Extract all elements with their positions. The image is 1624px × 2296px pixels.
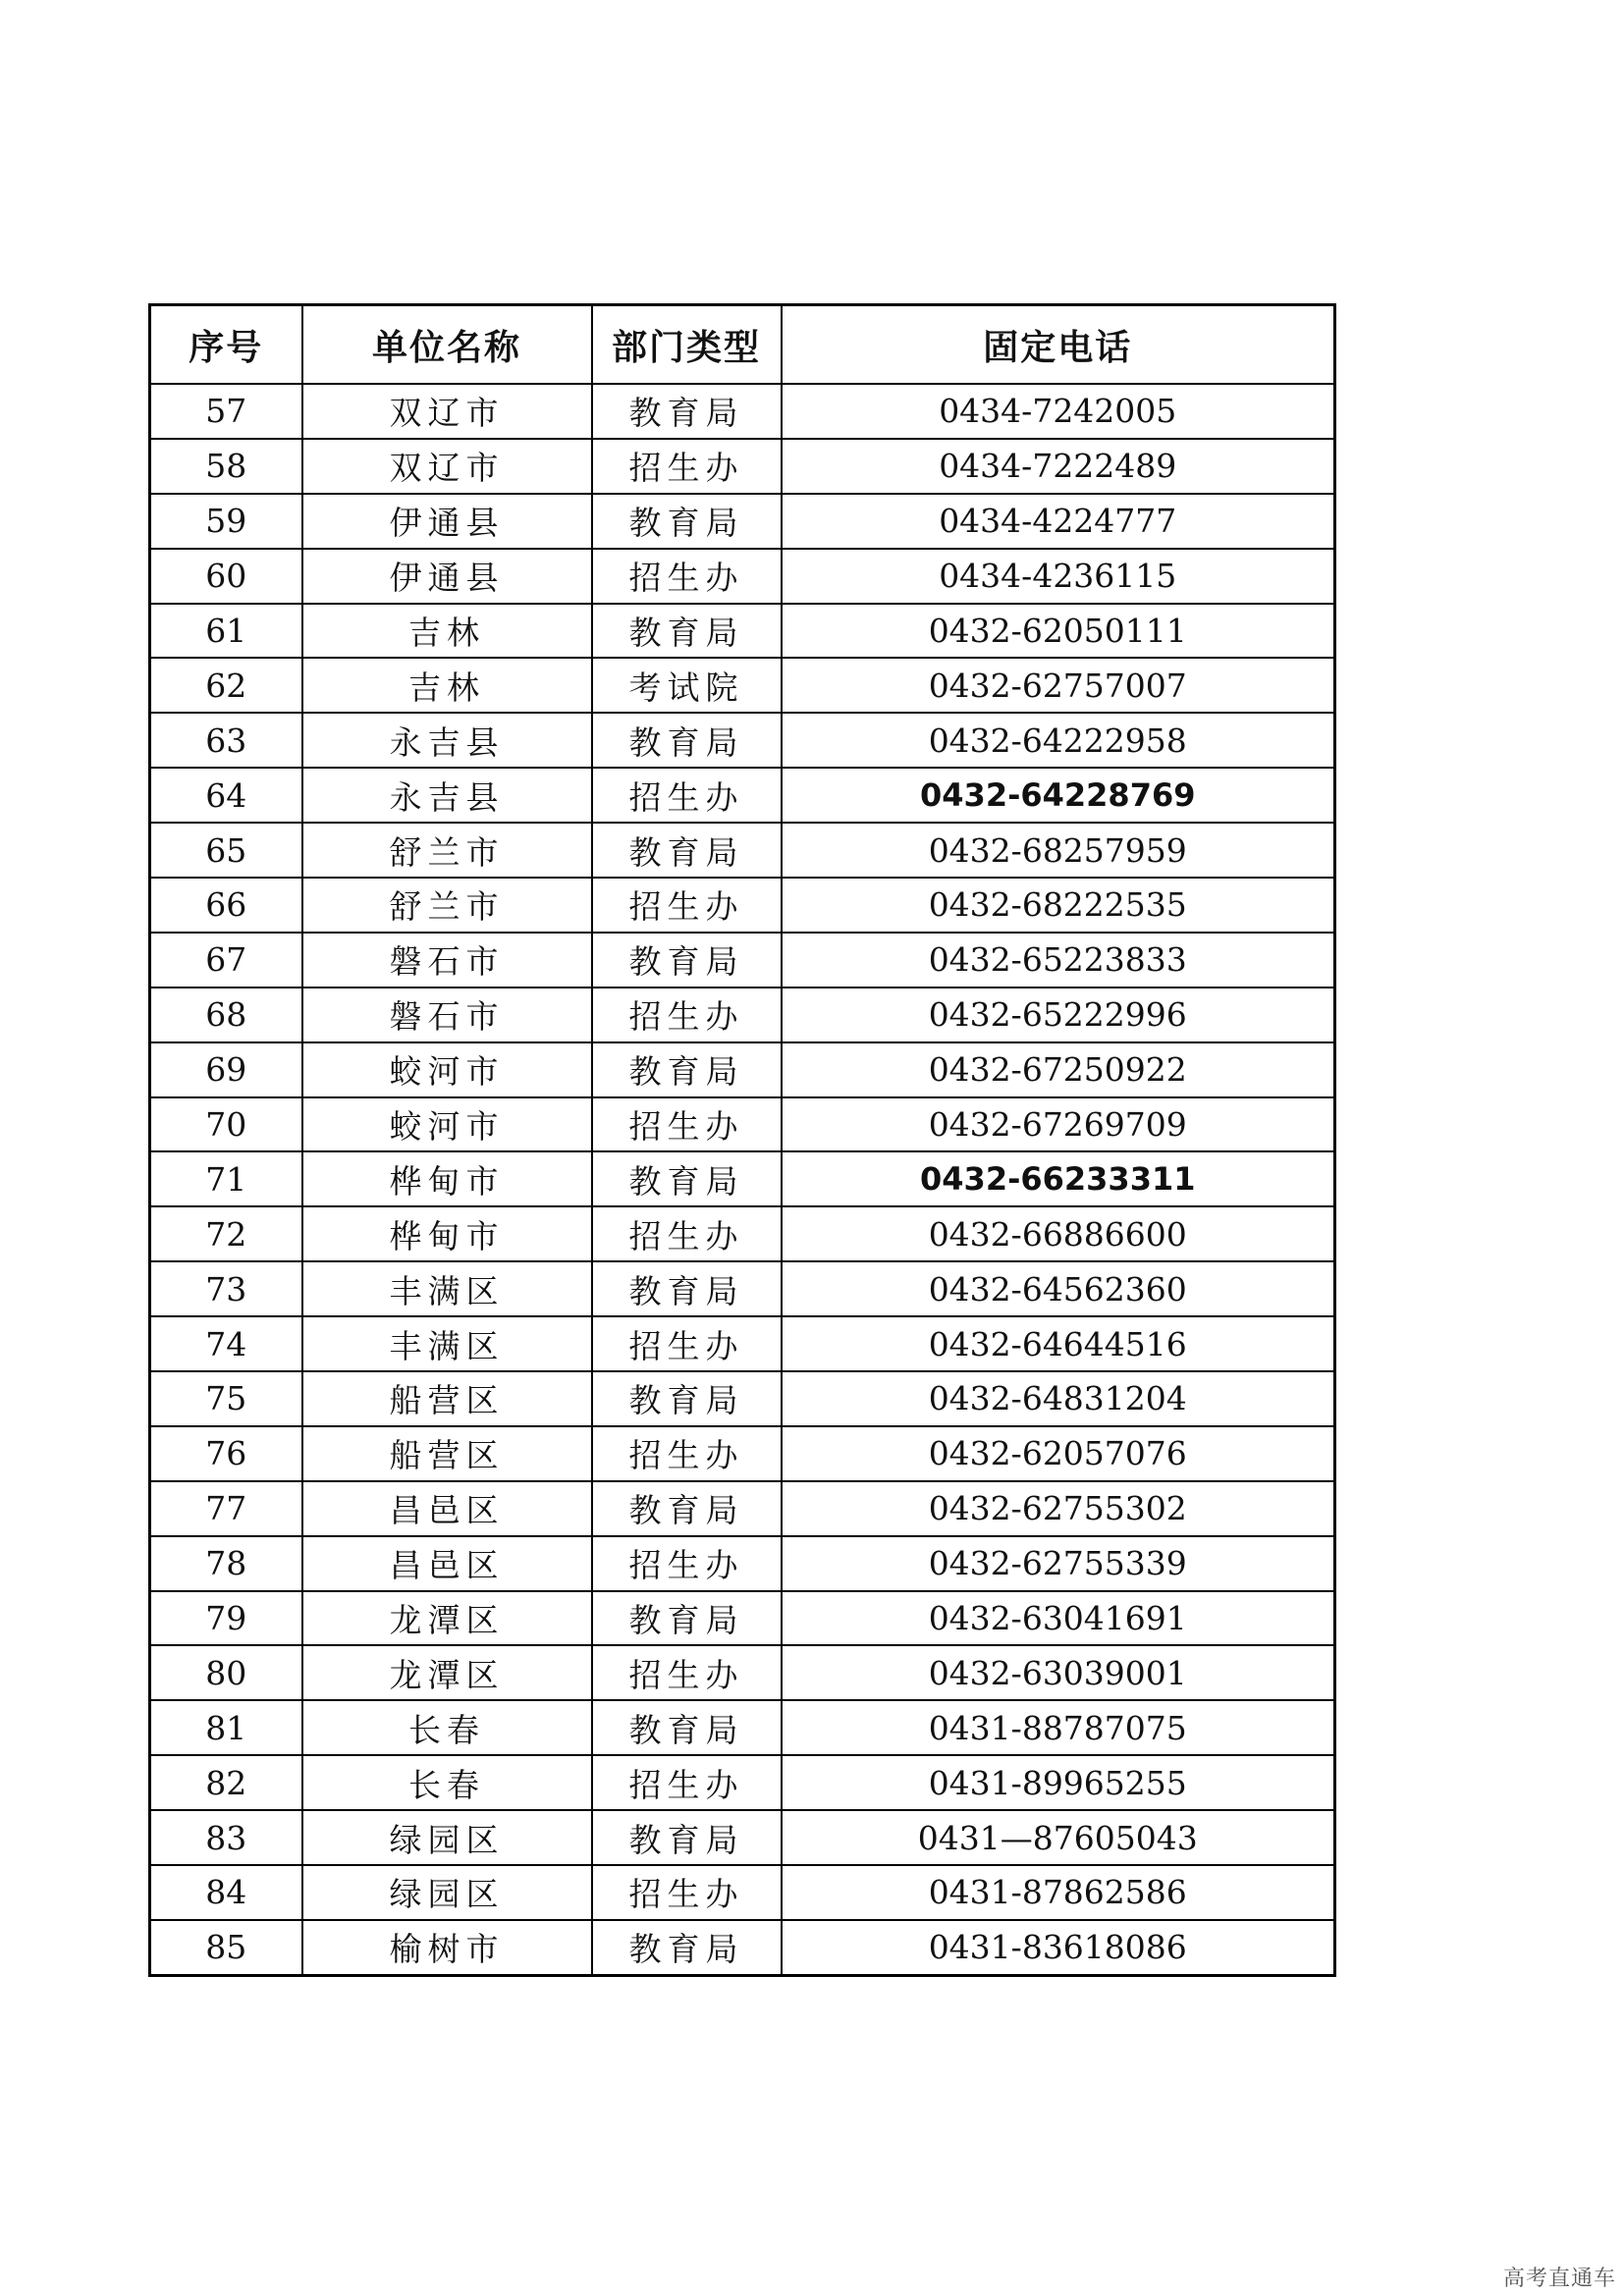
table-row xyxy=(150,1865,1335,1920)
cell-unit-name: 磐石市 xyxy=(302,933,592,988)
cell-phone: 0434-4236115 xyxy=(782,549,1335,604)
cell-unit-name: 长春 xyxy=(302,1755,592,1810)
cell-phone: 0432-64831204 xyxy=(782,1371,1335,1426)
header-type: 部门类型 xyxy=(592,305,782,385)
table-row xyxy=(150,1645,1335,1700)
cell-department-type: 招生办 xyxy=(592,988,782,1042)
cell-department-type: 招生办 xyxy=(592,1097,782,1152)
header-phone: 固定电话 xyxy=(782,305,1335,385)
cell-seq: 60 xyxy=(150,549,302,604)
cell-seq: 64 xyxy=(150,768,302,823)
table-row xyxy=(150,988,1335,1042)
cell-seq: 76 xyxy=(150,1426,302,1481)
cell-phone: 0432-63039001 xyxy=(782,1645,1335,1700)
cell-department-type: 教育局 xyxy=(592,1920,782,1975)
table-row xyxy=(150,933,1335,988)
table-body xyxy=(150,384,1335,1975)
cell-department-type: 教育局 xyxy=(592,1151,782,1206)
table-row xyxy=(150,768,1335,823)
cell-department-type: 招生办 xyxy=(592,1316,782,1371)
cell-department-type: 教育局 xyxy=(592,1700,782,1755)
table-row xyxy=(150,1700,1335,1755)
cell-phone: 0432-67269709 xyxy=(782,1097,1335,1152)
cell-seq: 62 xyxy=(150,658,302,713)
table-row xyxy=(150,658,1335,713)
cell-seq: 57 xyxy=(150,384,302,439)
cell-unit-name: 吉林 xyxy=(302,658,592,713)
cell-unit-name: 双辽市 xyxy=(302,384,592,439)
table-row xyxy=(150,1316,1335,1371)
cell-seq: 78 xyxy=(150,1536,302,1591)
cell-unit-name: 昌邑区 xyxy=(302,1536,592,1591)
cell-department-type: 招生办 xyxy=(592,439,782,494)
table-row xyxy=(150,1151,1335,1206)
cell-unit-name: 船营区 xyxy=(302,1371,592,1426)
cell-seq: 72 xyxy=(150,1206,302,1261)
cell-phone: 0434-7222489 xyxy=(782,439,1335,494)
cell-unit-name: 船营区 xyxy=(302,1426,592,1481)
cell-seq: 85 xyxy=(150,1920,302,1975)
cell-department-type: 招生办 xyxy=(592,1536,782,1591)
table-row xyxy=(150,1097,1335,1152)
cell-seq: 81 xyxy=(150,1700,302,1755)
watermark-text: 高考直通车 xyxy=(1502,2267,1616,2291)
table-row xyxy=(150,713,1335,768)
cell-department-type: 招生办 xyxy=(592,1865,782,1920)
cell-unit-name: 桦甸市 xyxy=(302,1206,592,1261)
cell-unit-name: 桦甸市 xyxy=(302,1151,592,1206)
cell-department-type: 招生办 xyxy=(592,1206,782,1261)
cell-phone: 0432-65222996 xyxy=(782,988,1335,1042)
table-row xyxy=(150,1481,1335,1536)
cell-seq: 61 xyxy=(150,604,302,659)
table-row xyxy=(150,1755,1335,1810)
cell-phone: 0432-67250922 xyxy=(782,1042,1335,1097)
cell-department-type: 教育局 xyxy=(592,604,782,659)
cell-department-type: 教育局 xyxy=(592,1042,782,1097)
cell-seq: 83 xyxy=(150,1810,302,1865)
table-row xyxy=(150,1591,1335,1646)
cell-unit-name: 绿园区 xyxy=(302,1810,592,1865)
table-row xyxy=(150,1920,1335,1975)
cell-department-type: 教育局 xyxy=(592,823,782,878)
table-row xyxy=(150,384,1335,439)
cell-unit-name: 长春 xyxy=(302,1700,592,1755)
cell-department-type: 教育局 xyxy=(592,384,782,439)
cell-phone: 0432-62755302 xyxy=(782,1481,1335,1536)
cell-seq: 70 xyxy=(150,1097,302,1152)
cell-phone: 0431-87862586 xyxy=(782,1865,1335,1920)
cell-unit-name: 磐石市 xyxy=(302,988,592,1042)
cell-seq: 74 xyxy=(150,1316,302,1371)
cell-phone: 0432-63041691 xyxy=(782,1591,1335,1646)
cell-seq: 80 xyxy=(150,1645,302,1700)
cell-unit-name: 龙潭区 xyxy=(302,1645,592,1700)
cell-seq: 67 xyxy=(150,933,302,988)
cell-unit-name: 丰满区 xyxy=(302,1316,592,1371)
table-row xyxy=(150,494,1335,549)
table-row xyxy=(150,604,1335,659)
cell-phone: 0432-64644516 xyxy=(782,1316,1335,1371)
cell-seq: 73 xyxy=(150,1261,302,1316)
cell-phone: 0432-65223833 xyxy=(782,933,1335,988)
cell-phone: 0431-83618086 xyxy=(782,1920,1335,1975)
cell-seq: 66 xyxy=(150,878,302,933)
cell-department-type: 教育局 xyxy=(592,1261,782,1316)
cell-seq: 77 xyxy=(150,1481,302,1536)
cell-seq: 84 xyxy=(150,1865,302,1920)
cell-unit-name: 永吉县 xyxy=(302,768,592,823)
cell-unit-name: 丰满区 xyxy=(302,1261,592,1316)
cell-unit-name: 舒兰市 xyxy=(302,878,592,933)
cell-department-type: 教育局 xyxy=(592,494,782,549)
cell-phone: 0432-68222535 xyxy=(782,878,1335,933)
cell-seq: 63 xyxy=(150,713,302,768)
table-row xyxy=(150,1371,1335,1426)
table-row xyxy=(150,549,1335,604)
cell-phone: 0432-64228769 xyxy=(782,768,1335,823)
cell-phone: 0431—87605043 xyxy=(782,1810,1335,1865)
table-row xyxy=(150,1206,1335,1261)
cell-seq: 79 xyxy=(150,1591,302,1646)
table-row xyxy=(150,439,1335,494)
contact-table xyxy=(148,303,1336,1977)
cell-department-type: 招生办 xyxy=(592,1426,782,1481)
cell-seq: 69 xyxy=(150,1042,302,1097)
cell-unit-name: 永吉县 xyxy=(302,713,592,768)
cell-seq: 58 xyxy=(150,439,302,494)
cell-department-type: 招生办 xyxy=(592,1645,782,1700)
cell-phone: 0432-66886600 xyxy=(782,1206,1335,1261)
cell-unit-name: 舒兰市 xyxy=(302,823,592,878)
table-row xyxy=(150,1810,1335,1865)
cell-unit-name: 伊通县 xyxy=(302,549,592,604)
cell-phone: 0432-68257959 xyxy=(782,823,1335,878)
header-name: 单位名称 xyxy=(302,305,592,385)
table-row xyxy=(150,1261,1335,1316)
cell-phone: 0432-66233311 xyxy=(782,1151,1335,1206)
cell-department-type: 招生办 xyxy=(592,878,782,933)
cell-phone: 0434-4224777 xyxy=(782,494,1335,549)
cell-phone: 0431-89965255 xyxy=(782,1755,1335,1810)
cell-unit-name: 龙潭区 xyxy=(302,1591,592,1646)
cell-department-type: 教育局 xyxy=(592,1481,782,1536)
cell-seq: 71 xyxy=(150,1151,302,1206)
table-row xyxy=(150,823,1335,878)
cell-department-type: 教育局 xyxy=(592,713,782,768)
cell-phone: 0434-7242005 xyxy=(782,384,1335,439)
table-row xyxy=(150,1042,1335,1097)
cell-seq: 68 xyxy=(150,988,302,1042)
cell-seq: 65 xyxy=(150,823,302,878)
table-header-row xyxy=(150,305,1335,385)
cell-unit-name: 昌邑区 xyxy=(302,1481,592,1536)
cell-department-type: 教育局 xyxy=(592,1810,782,1865)
cell-phone: 0432-62057076 xyxy=(782,1426,1335,1481)
header-seq: 序号 xyxy=(150,305,302,385)
cell-department-type: 教育局 xyxy=(592,933,782,988)
table-row xyxy=(150,878,1335,933)
cell-phone: 0432-64222958 xyxy=(782,713,1335,768)
cell-department-type: 招生办 xyxy=(592,549,782,604)
cell-unit-name: 吉林 xyxy=(302,604,592,659)
cell-seq: 82 xyxy=(150,1755,302,1810)
table-row xyxy=(150,1536,1335,1591)
cell-unit-name: 蛟河市 xyxy=(302,1042,592,1097)
cell-department-type: 招生办 xyxy=(592,1755,782,1810)
cell-phone: 0432-62755339 xyxy=(782,1536,1335,1591)
cell-department-type: 招生办 xyxy=(592,768,782,823)
cell-department-type: 考试院 xyxy=(592,658,782,713)
cell-unit-name: 双辽市 xyxy=(302,439,592,494)
cell-unit-name: 伊通县 xyxy=(302,494,592,549)
cell-department-type: 教育局 xyxy=(592,1371,782,1426)
cell-unit-name: 榆树市 xyxy=(302,1920,592,1975)
cell-department-type: 教育局 xyxy=(592,1591,782,1646)
table-row xyxy=(150,1426,1335,1481)
cell-seq: 59 xyxy=(150,494,302,549)
cell-seq: 75 xyxy=(150,1371,302,1426)
cell-unit-name: 绿园区 xyxy=(302,1865,592,1920)
cell-phone: 0432-64562360 xyxy=(782,1261,1335,1316)
cell-phone: 0432-62757007 xyxy=(782,658,1335,713)
cell-phone: 0431-88787075 xyxy=(782,1700,1335,1755)
cell-unit-name: 蛟河市 xyxy=(302,1097,592,1152)
cell-phone: 0432-62050111 xyxy=(782,604,1335,659)
